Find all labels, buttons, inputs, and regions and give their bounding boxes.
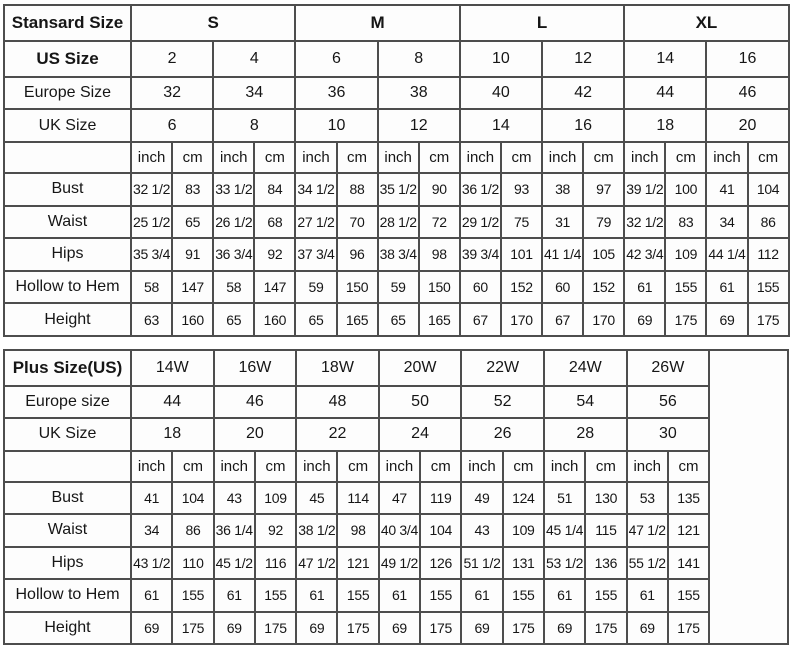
- waist-value-cell: 32 1/2: [624, 206, 665, 239]
- hips-value-cell: 141: [668, 547, 709, 579]
- uk-size-cell: 24: [379, 418, 462, 450]
- hips-value-cell: 121: [337, 547, 378, 579]
- corner-label: Stansard Size: [4, 5, 131, 41]
- height-value-cell: 69: [296, 612, 337, 645]
- us-size-cell: 12: [542, 41, 624, 77]
- unit-header-cell: cm: [503, 451, 544, 482]
- hips-value-cell: 47 1/2: [296, 547, 337, 579]
- plus-size-header: 14W: [131, 350, 214, 386]
- row-label-waist: Waist: [4, 514, 131, 546]
- bust-value-cell: 124: [503, 482, 544, 514]
- hollow-to-hem-value-cell: 152: [583, 271, 624, 304]
- hollow-to-hem-value-cell: 150: [337, 271, 378, 304]
- bust-value-cell: 49: [461, 482, 502, 514]
- row-label-hips: Hips: [4, 238, 131, 271]
- hollow-to-hem-value-cell: 60: [460, 271, 501, 304]
- hollow-to-hem-value-cell: 61: [214, 579, 255, 611]
- europe-size-cell: 54: [544, 386, 627, 418]
- us-size-cell: 6: [295, 41, 377, 77]
- bust-value-cell: 35 1/2: [378, 173, 419, 206]
- height-value-cell: 69: [544, 612, 585, 645]
- uk-size-cell: 12: [378, 109, 460, 142]
- europe-size-cell: 44: [131, 386, 214, 418]
- waist-value-cell: 79: [583, 206, 624, 239]
- unit-header-cell: inch: [131, 451, 172, 482]
- corner-label-plus: Plus Size(US): [4, 350, 131, 386]
- hips-value-cell: 116: [255, 547, 296, 579]
- europe-size-cell: 42: [542, 77, 624, 110]
- hollow-to-hem-value-cell: 59: [295, 271, 336, 304]
- height-value-cell: 69: [131, 612, 172, 645]
- hollow-to-hem-value-cell: 155: [748, 271, 789, 304]
- row-label-europe-size: Europe size: [4, 386, 131, 418]
- bust-value-cell: 47: [379, 482, 420, 514]
- height-value-cell: 69: [214, 612, 255, 645]
- hips-value-cell: 98: [419, 238, 460, 271]
- row-label-bust: Bust: [4, 173, 131, 206]
- unit-header-cell: inch: [627, 451, 668, 482]
- hollow-to-hem-value-cell: 61: [461, 579, 502, 611]
- height-value-cell: 160: [172, 303, 213, 336]
- uk-size-cell: 20: [706, 109, 788, 142]
- waist-value-cell: 83: [665, 206, 706, 239]
- unit-header-cell: cm: [337, 142, 378, 173]
- height-value-cell: 65: [295, 303, 336, 336]
- bust-value-cell: 45: [296, 482, 337, 514]
- bust-value-cell: 119: [420, 482, 461, 514]
- uk-size-cell: 18: [131, 418, 214, 450]
- row-label-us-size: US Size: [4, 41, 131, 77]
- unit-header-cell: cm: [748, 142, 789, 173]
- plus-size-header: 16W: [214, 350, 297, 386]
- bust-value-cell: 97: [583, 173, 624, 206]
- table-row: [4, 5, 789, 41]
- waist-value-cell: 98: [337, 514, 378, 546]
- uk-size-cell: 26: [461, 418, 544, 450]
- table-row: [4, 482, 788, 514]
- hollow-to-hem-value-cell: 61: [627, 579, 668, 611]
- hips-value-cell: 92: [254, 238, 295, 271]
- height-value-cell: 175: [337, 612, 378, 645]
- waist-value-cell: 92: [255, 514, 296, 546]
- hollow-to-hem-value-cell: 60: [542, 271, 583, 304]
- hollow-to-hem-value-cell: 155: [255, 579, 296, 611]
- hips-value-cell: 43 1/2: [131, 547, 172, 579]
- waist-value-cell: 36 1/4: [214, 514, 255, 546]
- uk-size-cell: 28: [544, 418, 627, 450]
- height-value-cell: 69: [461, 612, 502, 645]
- row-label-hollow-to-hem: Hollow to Hem: [4, 579, 131, 611]
- height-value-cell: 69: [706, 303, 747, 336]
- bust-value-cell: 104: [172, 482, 213, 514]
- row-label-hips: Hips: [4, 547, 131, 579]
- europe-size-cell: 44: [624, 77, 706, 110]
- hips-value-cell: 44 1/4: [706, 238, 747, 271]
- waist-value-cell: 115: [585, 514, 626, 546]
- plus-size-header: 20W: [379, 350, 462, 386]
- unit-header-cell: cm: [172, 142, 213, 173]
- hips-value-cell: 37 3/4: [295, 238, 336, 271]
- waist-value-cell: 40 3/4: [379, 514, 420, 546]
- height-value-cell: 175: [585, 612, 626, 645]
- hips-value-cell: 131: [503, 547, 544, 579]
- europe-size-cell: 40: [460, 77, 542, 110]
- hollow-to-hem-value-cell: 155: [172, 579, 213, 611]
- us-size-cell: 10: [460, 41, 542, 77]
- europe-size-cell: 56: [627, 386, 710, 418]
- row-label-hollow-to-hem: Hollow to Hem: [4, 271, 131, 304]
- hips-value-cell: 49 1/2: [379, 547, 420, 579]
- unit-header-cell: cm: [337, 451, 378, 482]
- unit-header-cell: inch: [213, 142, 254, 173]
- hollow-to-hem-value-cell: 155: [337, 579, 378, 611]
- unit-header-cell: cm: [420, 451, 461, 482]
- height-value-cell: 175: [665, 303, 706, 336]
- height-value-cell: 175: [420, 612, 461, 645]
- hollow-to-hem-value-cell: 61: [131, 579, 172, 611]
- size-group-header: M: [295, 5, 459, 41]
- height-value-cell: 67: [460, 303, 501, 336]
- europe-size-cell: 38: [378, 77, 460, 110]
- waist-value-cell: 75: [501, 206, 542, 239]
- us-size-cell: 16: [706, 41, 788, 77]
- unit-header-cell: inch: [379, 451, 420, 482]
- hips-value-cell: 136: [585, 547, 626, 579]
- europe-size-cell: 50: [379, 386, 462, 418]
- europe-size-cell: 48: [296, 386, 379, 418]
- unit-header-cell: cm: [172, 451, 213, 482]
- hips-value-cell: 112: [748, 238, 789, 271]
- unit-header-cell: cm: [665, 142, 706, 173]
- height-value-cell: 170: [501, 303, 542, 336]
- unit-header-cell: inch: [706, 142, 747, 173]
- row-label-uk-size: UK Size: [4, 109, 131, 142]
- hips-value-cell: 45 1/2: [214, 547, 255, 579]
- size-group-header: XL: [624, 5, 788, 41]
- height-value-cell: 170: [583, 303, 624, 336]
- europe-size-cell: 46: [706, 77, 788, 110]
- waist-value-cell: 86: [172, 514, 213, 546]
- table-row: [4, 418, 788, 450]
- unit-header-cell: cm: [501, 142, 542, 173]
- uk-size-cell: 14: [460, 109, 542, 142]
- height-value-cell: 175: [668, 612, 709, 645]
- europe-size-cell: 46: [214, 386, 297, 418]
- europe-size-cell: 32: [131, 77, 213, 110]
- uk-size-cell: 18: [624, 109, 706, 142]
- hips-value-cell: 101: [501, 238, 542, 271]
- bust-value-cell: 84: [254, 173, 295, 206]
- hollow-to-hem-value-cell: 155: [503, 579, 544, 611]
- hollow-to-hem-value-cell: 155: [585, 579, 626, 611]
- hollow-to-hem-value-cell: 147: [172, 271, 213, 304]
- waist-value-cell: 34: [706, 206, 747, 239]
- waist-value-cell: 43: [461, 514, 502, 546]
- hollow-to-hem-value-cell: 155: [668, 579, 709, 611]
- table-row: [4, 238, 789, 271]
- table-row: [4, 514, 788, 546]
- height-value-cell: 65: [213, 303, 254, 336]
- waist-value-cell: 38 1/2: [296, 514, 337, 546]
- unit-header-cell: inch: [296, 451, 337, 482]
- bust-value-cell: 41: [706, 173, 747, 206]
- table-row: [4, 612, 788, 645]
- waist-value-cell: 29 1/2: [460, 206, 501, 239]
- row-label-bust: Bust: [4, 482, 131, 514]
- plus-size-header: 24W: [544, 350, 627, 386]
- europe-size-cell: 34: [213, 77, 295, 110]
- waist-value-cell: 47 1/2: [627, 514, 668, 546]
- row-label-europe-size: Europe Size: [4, 77, 131, 110]
- hollow-to-hem-value-cell: 61: [706, 271, 747, 304]
- row-label-waist: Waist: [4, 206, 131, 239]
- height-value-cell: 69: [379, 612, 420, 645]
- hips-value-cell: 91: [172, 238, 213, 271]
- europe-size-cell: 52: [461, 386, 544, 418]
- unit-header-cell: cm: [668, 451, 709, 482]
- hips-value-cell: 109: [665, 238, 706, 271]
- hollow-to-hem-value-cell: 155: [665, 271, 706, 304]
- hips-value-cell: 105: [583, 238, 624, 271]
- table-row: [4, 350, 788, 386]
- hips-value-cell: 42 3/4: [624, 238, 665, 271]
- table-row: [4, 142, 789, 173]
- unit-header-cell: inch: [624, 142, 665, 173]
- bust-value-cell: 83: [172, 173, 213, 206]
- size-group-header: S: [131, 5, 295, 41]
- hollow-to-hem-value-cell: 147: [254, 271, 295, 304]
- uk-size-cell: 6: [131, 109, 213, 142]
- plus-size-table: [3, 349, 789, 645]
- uk-size-cell: 20: [214, 418, 297, 450]
- standard-size-table: [3, 4, 790, 337]
- unit-header-cell: cm: [585, 451, 626, 482]
- unit-header-cell: inch: [544, 451, 585, 482]
- height-value-cell: 165: [337, 303, 378, 336]
- uk-size-cell: 8: [213, 109, 295, 142]
- hollow-to-hem-value-cell: 61: [624, 271, 665, 304]
- waist-value-cell: 31: [542, 206, 583, 239]
- bust-value-cell: 114: [337, 482, 378, 514]
- unit-header-cell: inch: [461, 451, 502, 482]
- waist-value-cell: 70: [337, 206, 378, 239]
- row-label-height: Height: [4, 612, 131, 645]
- table-row: [4, 271, 789, 304]
- bust-value-cell: 43: [214, 482, 255, 514]
- plus-size-header: 26W: [627, 350, 710, 386]
- table-row: [4, 303, 789, 336]
- bust-value-cell: 100: [665, 173, 706, 206]
- hollow-to-hem-value-cell: 58: [131, 271, 172, 304]
- height-value-cell: 67: [542, 303, 583, 336]
- unit-header-cell: inch: [542, 142, 583, 173]
- waist-value-cell: 109: [503, 514, 544, 546]
- table-row: [4, 547, 788, 579]
- hips-value-cell: 96: [337, 238, 378, 271]
- height-value-cell: 165: [419, 303, 460, 336]
- table-row: [4, 386, 788, 418]
- hollow-to-hem-value-cell: 152: [501, 271, 542, 304]
- height-value-cell: 175: [748, 303, 789, 336]
- bust-value-cell: 38: [542, 173, 583, 206]
- unit-header-cell: inch: [295, 142, 336, 173]
- bust-value-cell: 33 1/2: [213, 173, 254, 206]
- empty-corner-cell: [4, 142, 131, 173]
- unit-header-cell: cm: [583, 142, 624, 173]
- row-label-height: Height: [4, 303, 131, 336]
- row-label-uk-size: UK Size: [4, 418, 131, 450]
- bust-value-cell: 51: [544, 482, 585, 514]
- size-group-header: L: [460, 5, 624, 41]
- height-value-cell: 65: [378, 303, 419, 336]
- table-row: [4, 173, 789, 206]
- bust-value-cell: 39 1/2: [624, 173, 665, 206]
- hips-value-cell: 126: [420, 547, 461, 579]
- waist-value-cell: 26 1/2: [213, 206, 254, 239]
- hollow-to-hem-value-cell: 150: [419, 271, 460, 304]
- hollow-to-hem-value-cell: 61: [379, 579, 420, 611]
- hips-value-cell: 35 3/4: [131, 238, 172, 271]
- us-size-cell: 4: [213, 41, 295, 77]
- unit-header-cell: cm: [419, 142, 460, 173]
- unit-header-cell: inch: [460, 142, 501, 173]
- bust-value-cell: 88: [337, 173, 378, 206]
- unit-header-cell: cm: [255, 451, 296, 482]
- hollow-to-hem-value-cell: 61: [296, 579, 337, 611]
- table-row: [4, 41, 789, 77]
- unit-header-cell: inch: [131, 142, 172, 173]
- waist-value-cell: 45 1/4: [544, 514, 585, 546]
- bust-value-cell: 130: [585, 482, 626, 514]
- us-size-cell: 8: [378, 41, 460, 77]
- bust-value-cell: 109: [255, 482, 296, 514]
- us-size-cell: 14: [624, 41, 706, 77]
- waist-value-cell: 34: [131, 514, 172, 546]
- height-value-cell: 175: [172, 612, 213, 645]
- hips-value-cell: 55 1/2: [627, 547, 668, 579]
- plus-size-header: 18W: [296, 350, 379, 386]
- height-value-cell: 160: [254, 303, 295, 336]
- hollow-to-hem-value-cell: 155: [420, 579, 461, 611]
- waist-value-cell: 68: [254, 206, 295, 239]
- waist-value-cell: 27 1/2: [295, 206, 336, 239]
- plus-size-header: 22W: [461, 350, 544, 386]
- hips-value-cell: 39 3/4: [460, 238, 501, 271]
- waist-value-cell: 28 1/2: [378, 206, 419, 239]
- waist-value-cell: 86: [748, 206, 789, 239]
- table-row: [4, 206, 789, 239]
- hips-value-cell: 110: [172, 547, 213, 579]
- height-value-cell: 63: [131, 303, 172, 336]
- us-size-cell: 2: [131, 41, 213, 77]
- blank-spacer-cell: [709, 350, 788, 644]
- europe-size-cell: 36: [295, 77, 377, 110]
- uk-size-cell: 16: [542, 109, 624, 142]
- waist-value-cell: 72: [419, 206, 460, 239]
- bust-value-cell: 104: [748, 173, 789, 206]
- unit-header-cell: cm: [254, 142, 295, 173]
- hips-value-cell: 53 1/2: [544, 547, 585, 579]
- height-value-cell: 69: [627, 612, 668, 645]
- waist-value-cell: 65: [172, 206, 213, 239]
- empty-corner-cell: [4, 451, 131, 482]
- bust-value-cell: 32 1/2: [131, 173, 172, 206]
- height-value-cell: 175: [503, 612, 544, 645]
- table-row: [4, 451, 788, 482]
- waist-value-cell: 121: [668, 514, 709, 546]
- uk-size-cell: 30: [627, 418, 710, 450]
- hollow-to-hem-value-cell: 58: [213, 271, 254, 304]
- bust-value-cell: 93: [501, 173, 542, 206]
- table-row: [4, 77, 789, 110]
- height-value-cell: 175: [255, 612, 296, 645]
- height-value-cell: 69: [624, 303, 665, 336]
- waist-value-cell: 104: [420, 514, 461, 546]
- bust-value-cell: 53: [627, 482, 668, 514]
- bust-value-cell: 90: [419, 173, 460, 206]
- hips-value-cell: 36 3/4: [213, 238, 254, 271]
- bust-value-cell: 34 1/2: [295, 173, 336, 206]
- bust-value-cell: 36 1/2: [460, 173, 501, 206]
- hips-value-cell: 41 1/4: [542, 238, 583, 271]
- hollow-to-hem-value-cell: 61: [544, 579, 585, 611]
- uk-size-cell: 10: [295, 109, 377, 142]
- table-row: [4, 579, 788, 611]
- hips-value-cell: 38 3/4: [378, 238, 419, 271]
- unit-header-cell: inch: [378, 142, 419, 173]
- waist-value-cell: 25 1/2: [131, 206, 172, 239]
- unit-header-cell: inch: [214, 451, 255, 482]
- uk-size-cell: 22: [296, 418, 379, 450]
- bust-value-cell: 41: [131, 482, 172, 514]
- table-row: [4, 109, 789, 142]
- hollow-to-hem-value-cell: 59: [378, 271, 419, 304]
- hips-value-cell: 51 1/2: [461, 547, 502, 579]
- bust-value-cell: 135: [668, 482, 709, 514]
